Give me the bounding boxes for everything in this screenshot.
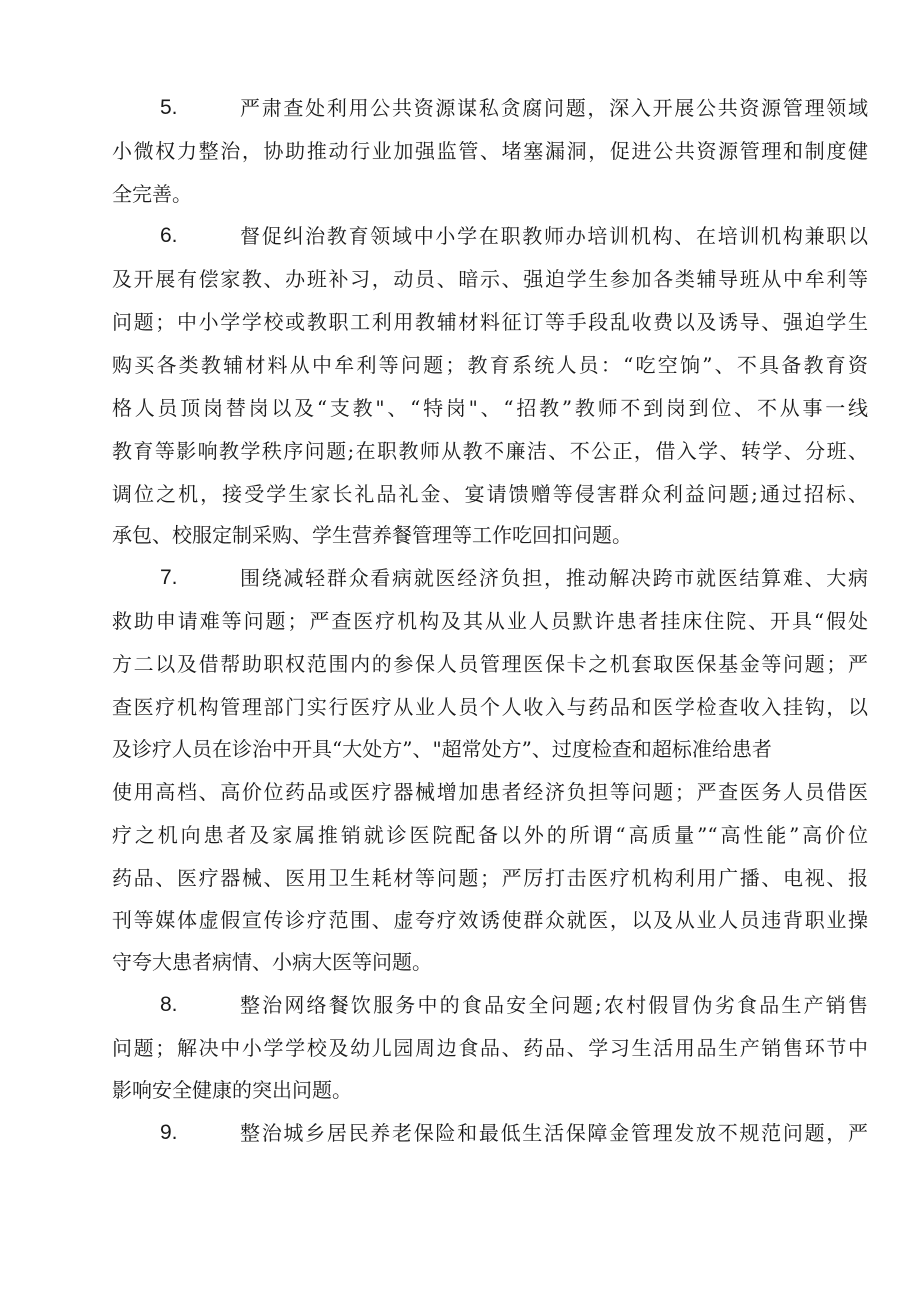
paragraph-line: 方二以及借帮助职权范围内的参保人员管理医保卡之机套取医保基金等问题；严 (112, 652, 868, 676)
paragraph-line: 调位之机，接受学生家长礼品礼金、宴请馈赠等侵害群众利益问题;通过招标、 (112, 482, 868, 506)
paragraph-line: 及诊疗人员在诊治中开具“大处方”、"超常处方”、过度检查和超标准给患者 (112, 737, 772, 761)
paragraph-line: 督促纠治教育领域中小学在职教师办培训机构、在培训机构兼职以 (240, 224, 868, 248)
paragraph-line: 查医疗机构管理部门实行医疗从业人员个人收入与药品和医学检查收入挂钩，以 (112, 695, 868, 719)
paragraph-line: 教育等影响教学秩序问题;在职教师从教不廉洁、不公正，借入学、转学、分班、 (112, 439, 868, 463)
item-number: 5. (160, 96, 178, 119)
item-number: 9. (160, 1121, 178, 1144)
paragraph-line: 药品、医疗器械、医用卫生耗材等问题；严厉打击医疗机构利用广播、电视、报 (112, 866, 868, 890)
paragraph-line: 救助申请难等问题；严查医疗机构及其从业人员默许患者挂床住院、开具“假处 (112, 609, 868, 633)
item-number: 6. (160, 224, 178, 247)
paragraph-line: 影响安全健康的突出问题。 (112, 1078, 352, 1102)
paragraph-line: 围绕减轻群众看病就医经济负担，推动解决跨市就医结算难、大病 (240, 566, 868, 590)
paragraph-line: 格人员顶岗替岗以及“支教"、“特岗"、“招教”教师不到岗到位、不从事一线 (112, 396, 868, 420)
paragraph-line: 守夸大患者病情、小病大医等问题。 (112, 950, 432, 974)
paragraph-line: 小微权力整治，协助推动行业加强监管、堵塞漏洞，促进公共资源管理和制度健 (112, 139, 868, 163)
paragraph-line: 整治城乡居民养老保险和最低生活保障金管理发放不规范问题，严 (240, 1121, 868, 1145)
paragraph-line: 问题；解决中小学学校及幼儿园周边食品、药品、学习生活用品生产销售环节中 (112, 1036, 868, 1060)
paragraph-line: 严肃查处利用公共资源谋私贪腐问题，深入开展公共资源管理领域 (240, 96, 868, 120)
paragraph-line: 刊等媒体虚假宣传诊疗范围、虚夸疗效诱使群众就医，以及从业人员违背职业操 (112, 908, 868, 932)
paragraph-line: 整治网络餐饮服务中的食品安全问题;农村假冒伪劣食品生产销售 (240, 993, 868, 1017)
paragraph-line: 问题；中小学学校或教职工利用教辅材料征订等手段乱收费以及诱导、强迫学生 (112, 310, 868, 334)
paragraph-line: 购买各类教辅材料从中牟利等问题；教育系统人员：“吃空饷”、不具备教育资 (112, 353, 868, 377)
paragraph-line: 使用高档、高价位药品或医疗器械增加患者经济负担等问题；严查医务人员借医 (112, 780, 868, 804)
item-number: 8. (160, 993, 178, 1016)
paragraph-line: 承包、校服定制采购、学生营养餐管理等工作吃回扣问题。 (112, 523, 632, 547)
paragraph-line: 及开展有偿家教、办班补习，动员、暗示、强迫学生参加各类辅导班从中牟利等 (112, 267, 868, 291)
item-number: 7. (160, 566, 178, 589)
paragraph-line: 全完善。 (112, 182, 192, 206)
paragraph-line: 疗之机向患者及家属推销就诊医院配备以外的所谓“高质量”“高性能”高价位 (112, 823, 868, 847)
